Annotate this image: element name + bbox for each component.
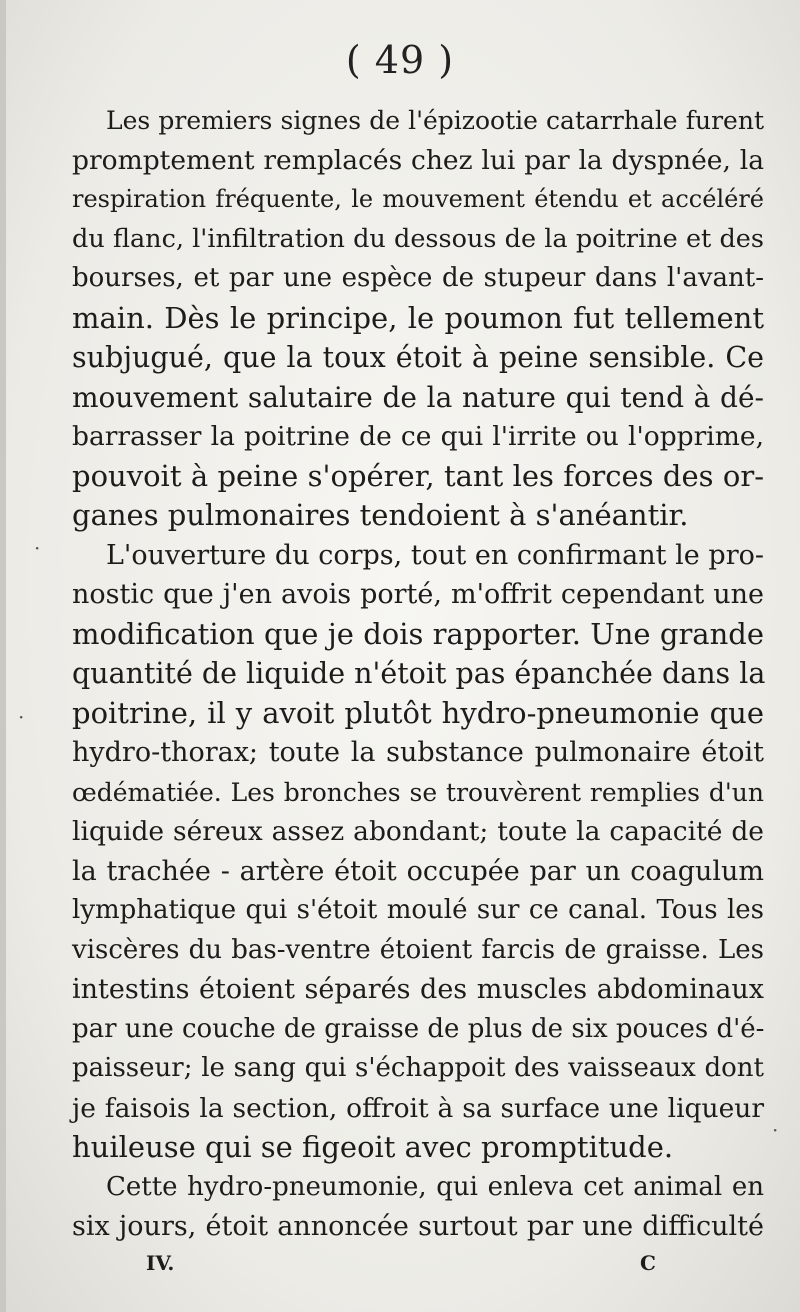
text-line: nostic que j'en avois porté, m'offrit cependant une [72, 579, 764, 610]
text-line: je faisois la section, offroit à sa surface une liqueur [72, 1092, 764, 1124]
text-line: lymphatique qui s'étoit moulé sur ce canal. Tous les [72, 895, 764, 925]
text-line: main. Dès le principe, le poumon fut tellement [72, 300, 764, 335]
text-line: paisseur; le sang qui s'échappoit des vaisseaux dont [72, 1053, 764, 1083]
text-line: pouvoit à peine s'opérer, tant les forces des or- [72, 458, 764, 493]
text-line: subjugué, que la toux étoit à peine sensible. Ce [72, 341, 764, 374]
text-line: modification que je dois rapporter. Une grande [72, 616, 764, 651]
text-line: œdématiée. Les bronches se trouvèrent remplies d'un [72, 777, 764, 807]
text-line: liquide séreux assez abondant; toute la capacité de [72, 816, 764, 847]
text-line: mouvement salutaire de la nature qui tend à dé- [72, 380, 764, 414]
text-line: la trachée - artère étoit occupée par un coagulum [72, 855, 764, 887]
paragraph-2 [72, 536, 764, 1168]
catchword: C [640, 1251, 656, 1275]
page-edge-shadow [0, 0, 6, 1312]
text-line: L'ouverture du corps, tout en confirmant le pro- [106, 539, 764, 571]
text-line: Cette hydro-pneumonie, qui enleva cet animal en [106, 1171, 764, 1202]
ink-speck: · [34, 536, 41, 560]
text-line: Les premiers signes de l'épizootie catarrhale furent [106, 106, 764, 135]
text-line: viscères du bas-ventre étoient farcis de graisse. Les [72, 934, 764, 965]
ink-speck: · [772, 1118, 779, 1142]
paragraph-1 [72, 101, 764, 536]
text-line: quantité de liquide n'étoit pas épanchée dans la [72, 657, 766, 690]
text-line: poitrine, il y avoit plutôt hydro-pneumonie que [72, 695, 764, 730]
body-text [72, 101, 764, 1247]
text-line: huileuse qui se figeoit avec promptitude. [72, 1130, 674, 1164]
text-line: ganes pulmonaires tendoient à s'anéantir. [72, 498, 689, 532]
text-line: intestins étoient séparés des muscles abdominaux [72, 974, 764, 1005]
ink-speck: · [18, 705, 25, 729]
text-line: bourses, et par une espèce de stupeur dans l'avant- [72, 263, 764, 293]
page-number: ( 49 ) [345, 38, 455, 82]
text-line: barrasser la poitrine de ce qui l'irrite ou l'opprime, [72, 421, 764, 452]
page-footer [0, 1251, 800, 1281]
text-line: promptement remplacés chez lui par la dyspnée, la [72, 144, 764, 176]
text-line: par une couche de graisse de plus de six pouces d'é- [72, 1013, 765, 1044]
text-line: six jours, étoit annoncée surtout par une difficulté [72, 1211, 764, 1242]
signature-mark: IV. [146, 1251, 175, 1275]
text-line: respiration fréquente, le mouvement étendu et accéléré [72, 185, 764, 213]
paragraph-3 [72, 1168, 764, 1247]
text-line: hydro-thorax; toute la substance pulmonaire étoit [72, 737, 764, 768]
text-line: du flanc, l'infiltration du dessous de la poitrine et des [72, 223, 764, 254]
